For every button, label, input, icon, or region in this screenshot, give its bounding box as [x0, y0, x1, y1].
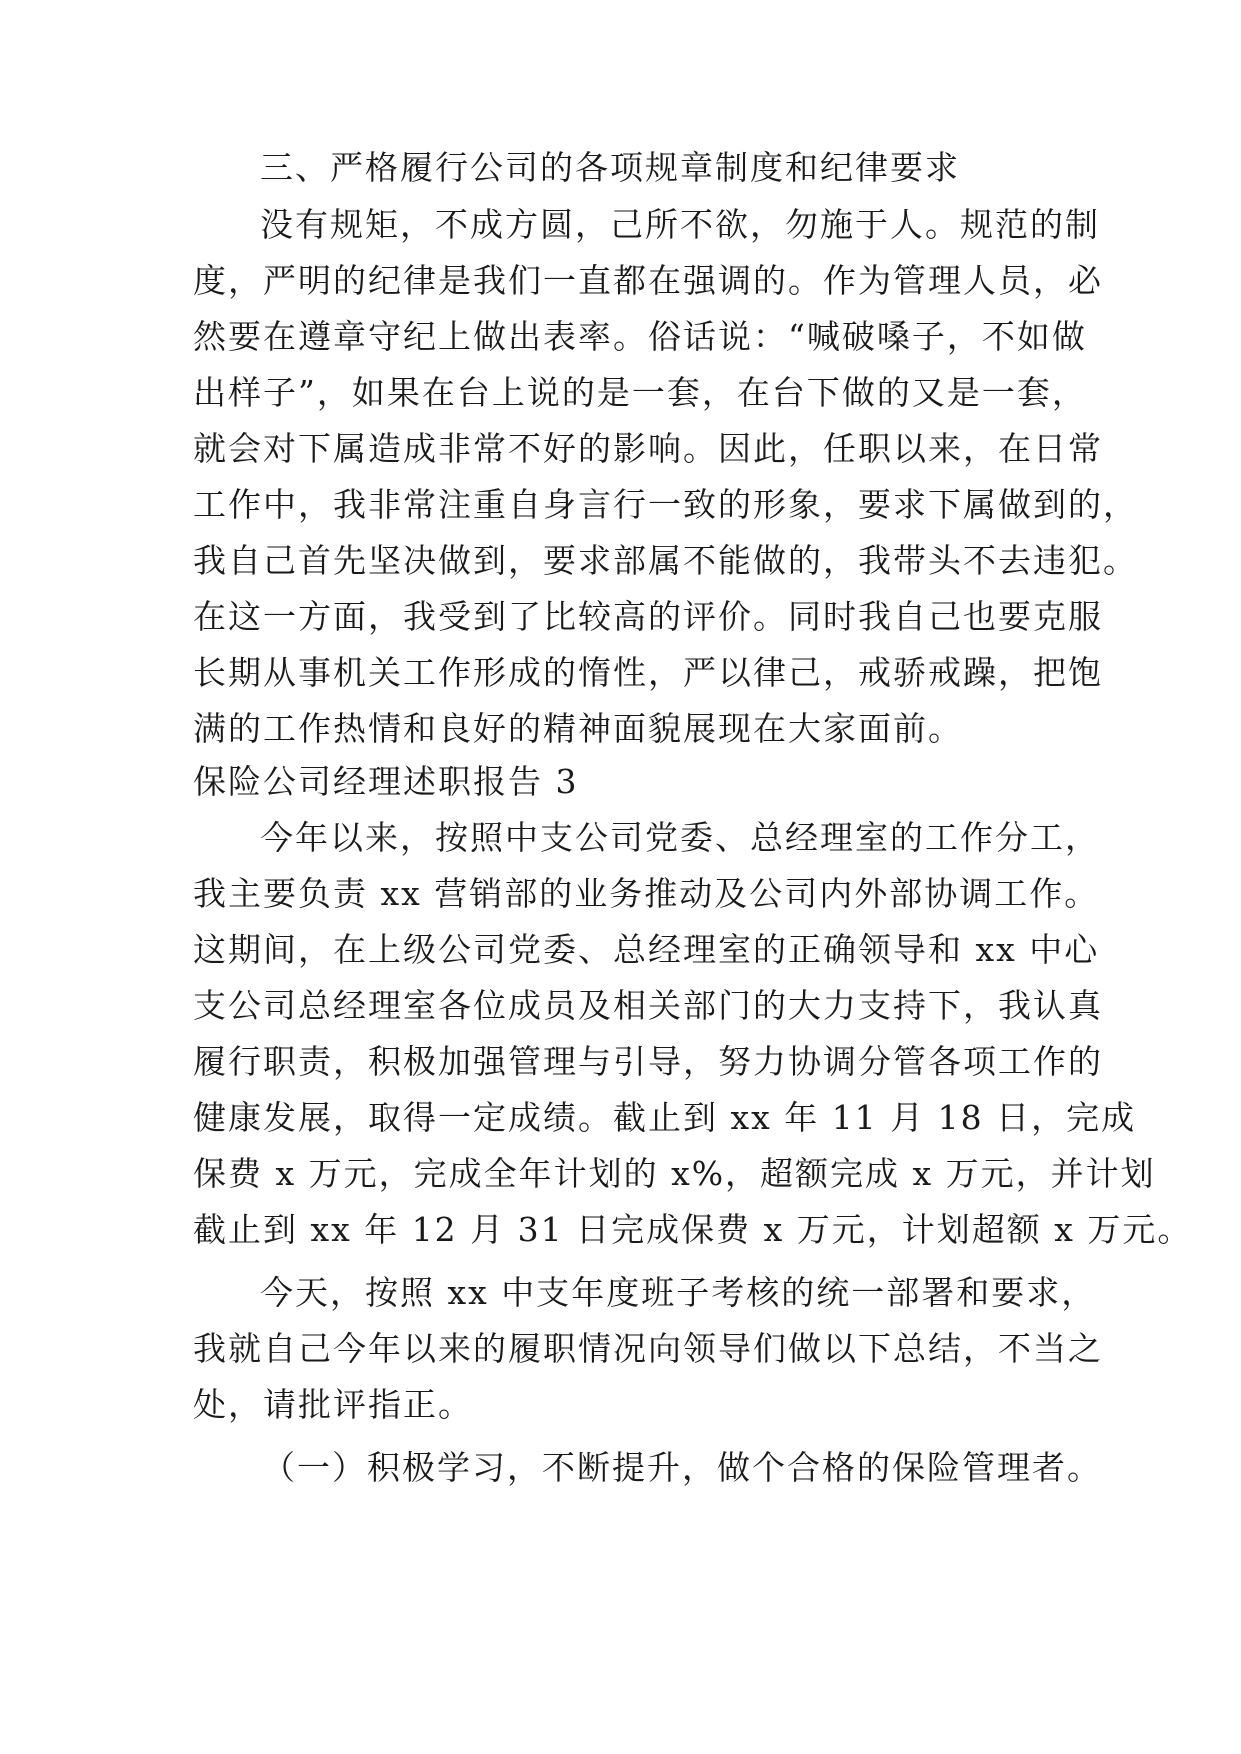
paragraph-line: 工作中，我非常注重自身言行一致的形象，要求下属做到的， — [193, 485, 1138, 524]
section-heading: 三、严格履行公司的各项规章制度和纪律要求 — [260, 148, 960, 187]
report-title: 保险公司经理述职报告 3 — [193, 762, 579, 801]
paragraph-line: 然要在遵章守纪上做出表率。俗话说：“喊破嗓子，不如做 — [193, 317, 1087, 356]
paragraph-line: 截止到 xx 年 12 月 31 日完成保费 x 万元，计划超额 x 万元。 — [193, 1210, 1193, 1249]
paragraph-line: 今天，按照 xx 中支年度班子考核的统一部署和要求， — [260, 1273, 1097, 1312]
paragraph-line: 我主要负责 xx 营销部的业务推动及公司内外部协调工作。 — [193, 874, 1100, 913]
paragraph-line: 长期从事机关工作形成的惰性，严以律己，戒骄戒躁，把饱 — [193, 653, 1103, 692]
paragraph-line: 健康发展，取得一定成绩。截止到 xx 年 11 月 18 日，完成 — [193, 1098, 1137, 1137]
paragraph-line: 度，严明的纪律是我们一直都在强调的。作为管理人员，必 — [193, 261, 1103, 300]
paragraph-line: 处，请批评指正。 — [193, 1385, 473, 1424]
paragraph-line: 支公司总经理室各位成员及相关部门的大力支持下，我认真 — [193, 986, 1103, 1025]
paragraph-line: 在这一方面，我受到了比较高的评价。同时我自己也要克服 — [193, 597, 1103, 636]
paragraph-line: 满的工作热情和良好的精神面貌展现在大家面前。 — [193, 709, 963, 748]
subsection-heading: （一）积极学习，不断提升，做个合格的保险管理者。 — [262, 1448, 1102, 1487]
paragraph-line: 履行职责，积极加强管理与引导，努力协调分管各项工作的 — [193, 1042, 1103, 1081]
paragraph-line: 我就自己今年以来的履职情况向领导们做以下总结，不当之 — [193, 1329, 1103, 1368]
paragraph-line: 这期间，在上级公司党委、总经理室的正确领导和 xx 中心 — [193, 930, 1100, 969]
paragraph-line: 没有规矩，不成方圆，己所不欲，勿施于人。规范的制 — [260, 205, 1100, 244]
paragraph-line: 保费 x 万元，完成全年计划的 x%，超额完成 x 万元，并计划 — [193, 1154, 1156, 1193]
paragraph-line: 出样子”，如果在台上说的是一套，在台下做的又是一套， — [193, 373, 1087, 412]
paragraph-line: 今年以来，按照中支公司党委、总经理室的工作分工， — [260, 818, 1100, 857]
paragraph-line: 就会对下属造成非常不好的影响。因此，任职以来，在日常 — [193, 429, 1103, 468]
paragraph-line: 我自己首先坚决做到，要求部属不能做的，我带头不去违犯。 — [193, 541, 1138, 580]
